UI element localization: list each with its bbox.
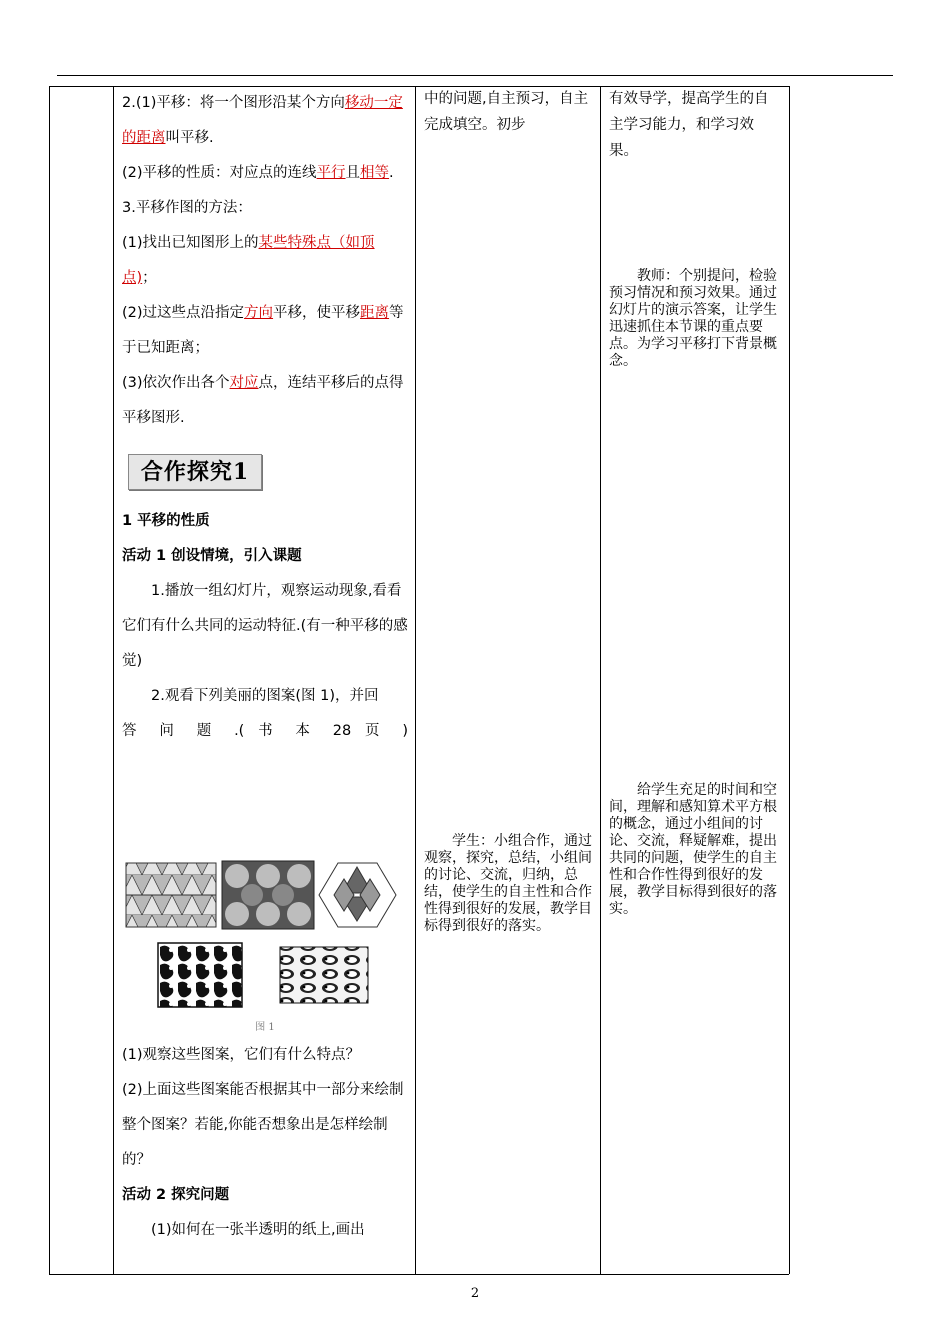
fill-blank-answer: 方向 [244,305,274,321]
fill-blank-answer: 对应 [229,375,259,391]
triangle-tiling-pattern [126,863,216,927]
hexagram-pattern [319,863,396,927]
fill-blank-answer: 某些特殊点（如顶点) [122,235,375,286]
activity-2-text: (1)如何在一张半透明的纸上,画出 [151,1222,365,1238]
content-column-lower [122,1038,408,1248]
section-banner: 合作探究1 [128,454,262,490]
fill-blank-answer: 平行 [316,165,346,181]
activity-1-figure-intro-cont: 答 问 题 .( 书 本 28 页 ) [122,723,408,739]
fill-blank-answer: 相等 [360,165,390,181]
section-heading: 1 平移的性质 [122,513,210,529]
method-step-3: (3)依次作出各个对应点，连结平移后的点得平移图形. [122,375,404,426]
method-step-1: (1)找出已知图形上的某些特殊点（如顶点)； [122,235,375,286]
activity-1-text: 1.播放一组幻灯片，观察运动现象,看看它们有什么共同的运动特征.(有一种平移的感觉) [122,583,408,669]
table-border-2 [113,86,114,1274]
activity-2-heading: 活动 2 探究问题 [122,1187,230,1203]
black-white-tessellation [158,943,242,1007]
student-activity-preview: 中的问题,自主预习，自主完成填空。初步 [424,91,589,133]
figure-1-patterns [122,855,408,1035]
design-intent-guidance: 有效导学，提高学生的自主学习能力，和学习效果。 [609,91,769,159]
translation-property: (2)平移的性质：对应点的连线平行且相等. [122,165,394,181]
method-heading: 3.平移作图的方法： [122,200,252,216]
definition-translation: 2.(1)平移：将一个图形沿某个方向移动一定的距离叫平移. [122,95,403,146]
figure-caption: 图 1 [255,1022,275,1033]
question-2: (2)上面这些图案能否根据其中一部分来绘制整个图案？若能,你能否想象出是怎样绘制的？ [122,1082,404,1168]
method-step-2: (2)过这些点沿指定方向平移，使平移距离等于已知距离； [122,305,404,356]
activity-1-heading: 活动 1 创设情境，引入课题 [122,548,302,564]
activity-1-figure-intro: 2.观看下列美丽的图案(图 1)，并回 [151,688,379,704]
table-border-1 [49,86,50,1274]
circle-square-pattern [222,861,314,929]
fill-blank-answer: 距离 [360,305,390,321]
question-1: (1)观察这些图案，它们有什么特点？ [122,1047,361,1063]
student-activity-group: 学生：小组合作，通过观察，探究，总结，小组间的讨论、交流，归纳，总结，使学生的自主性和合作性得到很好的发展，教学目标得到很好的落实。 [424,833,592,934]
table-border-4 [600,86,601,1274]
content-column [122,86,408,749]
fish-tessellation [280,947,368,1003]
table-border-3 [415,86,416,1274]
fill-blank-answer: 移动一定的距离 [122,95,403,146]
table-bottom-border [49,1274,789,1275]
table-border-5 [789,86,790,1274]
design-intent-teacher: 教师：个别提问，检验预习情况和预习效果。通过幻灯片的演示答案，让学生迅速抓住本节课的重点要点。为学习平移打下背景概念。 [609,268,777,369]
page-number: 2 [470,1286,480,1301]
header-rule [57,75,893,76]
design-intent-group: 给学生充足的时间和空间，理解和感知算术平方根的概念，通过小组间的讨论、交流，释疑解难，提出共同的问题，使学生的自主性和合作性得到很好的发展，教学目标得到很好的落实。 [609,782,777,917]
